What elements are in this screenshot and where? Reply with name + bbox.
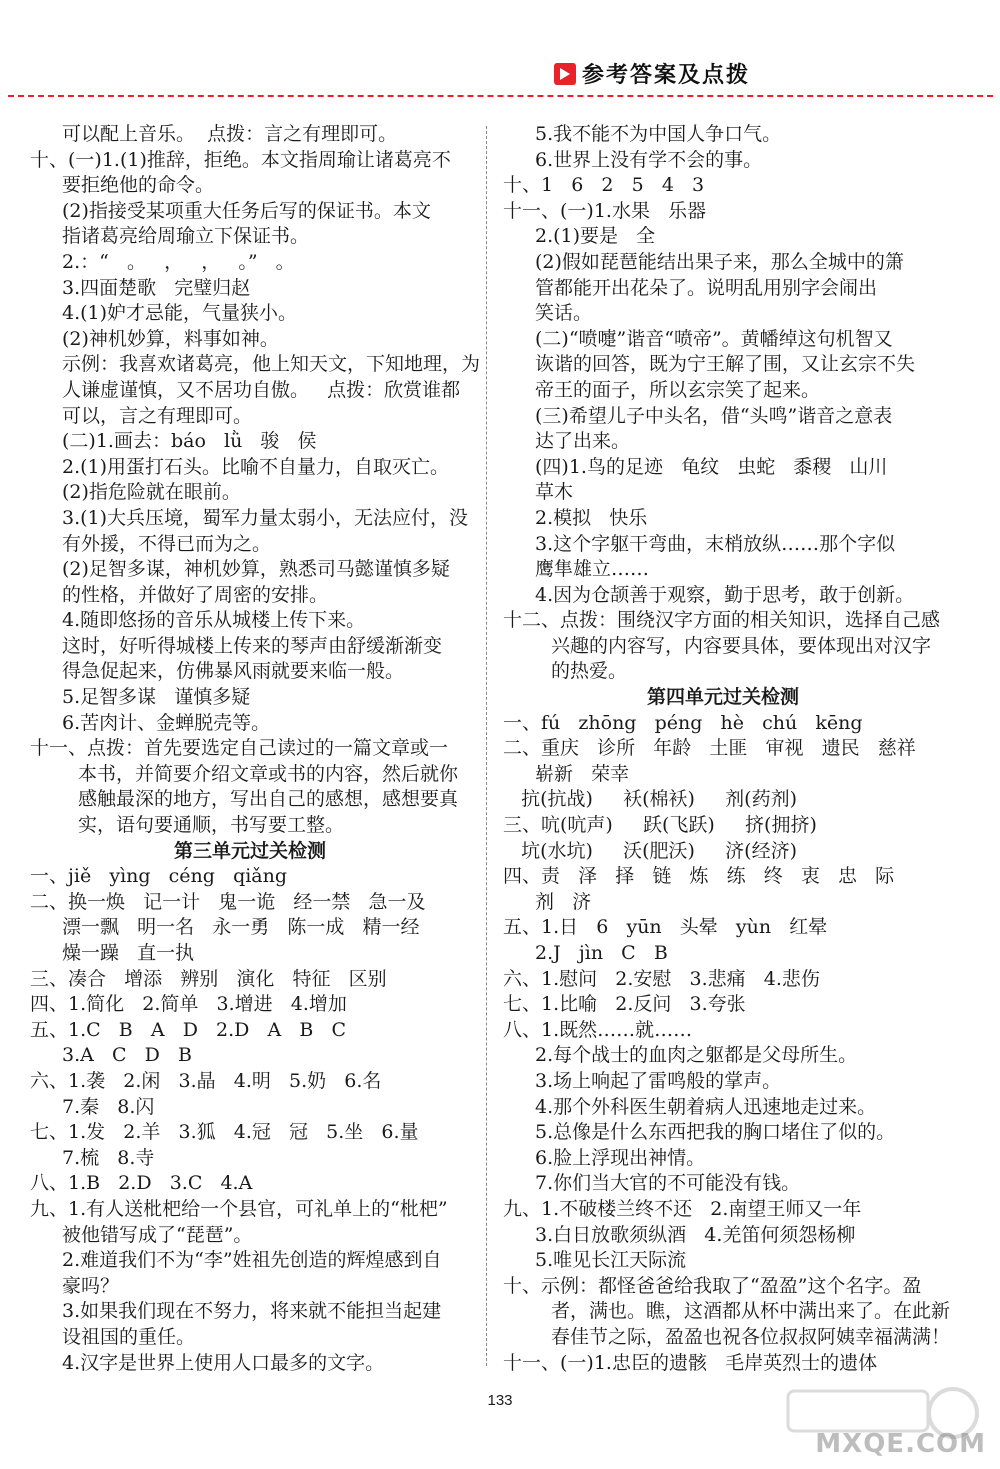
page-number: 133	[487, 1392, 513, 1409]
answer-line: 示例：我喜欢诸葛亮，他上知天文，下知地理，为	[62, 353, 481, 376]
answer-line: 三、吭(吭声) 跃(飞跃) 挤(拥挤)	[503, 814, 817, 837]
answer-line: 2.难道我们不为“李”姓祖先创造的辉煌感到自	[62, 1249, 442, 1272]
header-title: 参考答案及点拨	[581, 63, 750, 88]
answer-line: 十一、(一)1.水果 乐器	[503, 199, 707, 222]
left-column	[30, 122, 481, 1376]
answer-line: 得急促起来，仿佛暴风雨就要来临一般。	[62, 660, 405, 683]
answer-line: 八、1.既然……就……	[503, 1018, 693, 1041]
answer-line: 5.足智多谋 谨慎多疑	[62, 686, 251, 709]
answer-line: 人谦虚谨慎，又不居功自傲。 点拨：欣赏谁都	[62, 378, 461, 401]
answer-line: 2.(1)要是 全	[535, 225, 656, 248]
answer-line: 十、1 6 2 5 4 3	[503, 174, 705, 197]
answer-line: 7.秦 8.闪	[62, 1095, 155, 1118]
answer-line: 的热爱。	[551, 660, 628, 683]
answer-line: 2.每个战士的血肉之躯都是父母所生。	[535, 1044, 858, 1067]
answer-line: 本书，并简要介绍文章或书的内容，然后就你	[78, 762, 459, 785]
answer-line: 6.苦肉计、金蝉脱壳等。	[62, 711, 271, 734]
answer-line: 十二、点拨：围绕汉字方面的相关知识，选择自己感	[503, 609, 941, 632]
answer-line: 可以，言之有理即可。	[62, 404, 253, 427]
answer-line: 九、1.不破楼兰终不还 2.南望王师又一年	[503, 1197, 862, 1220]
answer-line: 指诸葛亮给周瑜立下保证书。	[62, 225, 310, 248]
answer-line: 二、重庆 诊所 年龄 土匪 审视 遗民 慈祥	[503, 737, 916, 760]
section-title: 第三单元过关检测	[173, 839, 326, 862]
answer-line: 4.随即悠扬的音乐从城楼上传下来。	[62, 609, 366, 632]
answer-line: 九、1.有人送枇杷给一个县官，可礼单上的“枇杷”	[30, 1197, 448, 1220]
answer-line: 春佳节之际，盈盈也祝各位叔叔阿姨幸福满满！	[551, 1325, 951, 1348]
answer-line: 四、责 泽 择 链 炼 练 终 衷 忠 际	[503, 865, 895, 888]
answer-line: 六、1.慰问 2.安慰 3.悲痛 4.悲伤	[503, 967, 820, 990]
answer-line: 这时，好听得城楼上传来的琴声由舒缓渐渐变	[62, 634, 443, 657]
answer-line: 3.(1)大兵压境，蜀军力量太弱小，无法应付，没	[62, 506, 469, 529]
answer-line: 崭新 荣幸	[535, 762, 630, 785]
answer-line: 设祖国的重任。	[62, 1325, 196, 1348]
answer-line: 3.白日放歌须纵酒 4.羌笛何须怨杨柳	[535, 1223, 856, 1246]
answer-line: 十、示例：都怪爸爸给我取了“盈盈”这个名字。盈	[503, 1274, 922, 1297]
answer-line: 漂一飘 明一名 永一勇 陈一成 精一经	[62, 916, 420, 939]
answer-line: 要拒绝他的命令。	[62, 174, 215, 197]
answer-line: (2)神机妙算，料事如神。	[62, 327, 279, 350]
answer-line: 4.汉字是世界上使用人口最多的文字。	[62, 1351, 385, 1374]
answer-line: 八、1.B 2.D 3.C 4.A	[30, 1172, 253, 1195]
answer-line: 5.唯见长江天际流	[535, 1249, 687, 1272]
answer-line: 六、1.袭 2.闲 3.晶 4.明 5.奶 6.名	[30, 1069, 382, 1092]
answer-line: 感触最深的地方，写出自己的感想，感想要真	[78, 788, 459, 811]
answer-line: 5.总像是什么东西把我的胸口堵住了似的。	[535, 1121, 896, 1144]
answer-line: 有外援，不得已而为之。	[62, 532, 272, 555]
answer-line: 燥一躁 直一执	[62, 942, 195, 964]
answer-line: 七、1.比喻 2.反问 3.夸张	[503, 993, 746, 1016]
answer-line: 十、(一)1.(1)推辞，拒绝。本文指周瑜让诸葛亮不	[30, 148, 451, 171]
answer-line: 三、凑合 增添 辨别 演化 特征 区别	[30, 967, 387, 990]
watermark-text: MXQE.COM	[815, 1429, 986, 1459]
answer-line: 6.脸上浮现出神情。	[535, 1146, 706, 1169]
answer-line: 草木	[535, 481, 574, 504]
answer-line: 2.(1)用蛋打石头。比喻不自量力，自取灭亡。	[62, 455, 450, 478]
answer-line: 的性格，并做好了周密的安排。	[62, 583, 329, 606]
answer-line: 笑话。	[535, 302, 593, 325]
answer-line: 者，满也。瞧，这酒都从杯中满出来了。在此新	[551, 1300, 951, 1323]
right-column	[503, 122, 951, 1376]
answer-line: 7.你们当大官的不可能没有钱。	[535, 1172, 801, 1195]
answer-line: 4.那个外科医生朝着病人迅速地走过来。	[535, 1095, 877, 1118]
column-divider	[486, 126, 487, 1366]
answer-line: 坑(水坑) 沃(肥沃) 济(经济)	[503, 839, 797, 862]
answer-line: 被他错写成了“琵琶”。	[62, 1223, 253, 1246]
answer-line: (2)指危险就在眼前。	[62, 481, 241, 504]
arrow-icon	[554, 63, 576, 85]
answer-line: 七、1.发 2.羊 3.狐 4.冠 冠 5.坐 6.量	[30, 1121, 419, 1144]
answer-line: 一、fú zhōng péng hè chú kēng	[503, 711, 863, 734]
answer-line: 达了出来。	[535, 430, 631, 453]
answer-line: 5.我不能不为中国人争口气。	[535, 123, 782, 145]
answer-line: 抗(抗战) 袄(棉袄) 剂(药剂)	[503, 788, 797, 811]
answer-line: (2)足智多谋，神机妙算，熟悉司马懿谨慎多疑	[62, 558, 450, 581]
answer-line: 诙谐的回答，既为宁王解了围，又让玄宗不失	[535, 353, 916, 376]
answer-line: 2.模拟 快乐	[535, 506, 648, 529]
header-divider	[8, 95, 993, 97]
answer-line: 四、1.简化 2.简单 3.增进 4.增加	[30, 993, 347, 1016]
answer-line: 鹰隼雄立……	[535, 558, 650, 581]
page-header	[554, 58, 750, 89]
answer-line: 剂 济	[535, 890, 592, 913]
answer-line: 3.四面楚歌 完璧归赵	[62, 276, 251, 299]
answer-line: 3.如果我们现在不努力，将来就不能担当起建	[62, 1300, 442, 1323]
answer-line: (四)1.鸟的足迹 龟纹 虫蛇 黍稷 山川	[535, 455, 888, 478]
section-title: 第四单元过关检测	[646, 686, 799, 709]
answer-line: 一、jiě yìng céng qiǎng	[30, 865, 288, 888]
answer-line: 3.这个字躯干弯曲，末梢放纵……那个字似	[535, 532, 896, 555]
answer-line: 6.世界上没有学不会的事。	[535, 148, 763, 171]
answer-line: 豪吗？	[62, 1274, 120, 1297]
answer-line: 实，语句要通顺，书写要工整。	[78, 814, 345, 837]
answer-line: 十一、点拨：首先要选定自己读过的一篇文章或一	[30, 737, 449, 760]
answer-line: 7.梳 8.寺	[62, 1146, 155, 1169]
answer-line: (2)指接受某项重大任务后写的保证书。本文	[62, 199, 431, 222]
answer-line: 帝王的面子，所以玄宗笑了起来。	[535, 378, 821, 401]
answer-line: 兴趣的内容写，内容要具体，要体现出对汉字	[551, 634, 932, 657]
answer-line: 4.因为仓颉善于观察，勤于思考，敢于创新。	[535, 583, 915, 606]
answer-line: 可以配上音乐。 点拨：言之有理即可。	[62, 123, 398, 145]
answer-line: 4.(1)妒才忌能，气量狭小。	[62, 302, 298, 325]
answer-line: (二)“喷嚏”谐音“喷帝”。黄幡绰这句机智又	[535, 327, 893, 350]
answer-line: (2)假如琵琶能结出果子来，那么全城中的箫	[535, 250, 904, 273]
answer-line: 五、1.C B A D 2.D A B C	[30, 1018, 346, 1041]
answer-line: 2.J jìn C B	[535, 942, 668, 964]
answer-line: 3.A C D B	[62, 1044, 192, 1067]
answer-line: 3.场上响起了雷鸣般的掌声。	[535, 1069, 782, 1092]
answer-line: 管都能开出花朵了。说明乱用别字会闹出	[535, 276, 878, 299]
answer-line: (二)1.画去：báo lǜ 骏 侯	[62, 430, 317, 453]
answer-line: 五、1.日 6 yūn 头晕 yùn 红晕	[503, 916, 828, 939]
answer-line: 2.：“ 。 ， ， 。” 。	[62, 250, 295, 273]
answer-line: 二、换一焕 记一计 鬼一诡 经一禁 急一及	[30, 890, 426, 913]
answer-line: 十一、(一)1.忠臣的遗骸 毛岸英烈士的遗体	[503, 1351, 878, 1374]
answer-line: (三)希望儿子中头名，借“头鸣”谐音之意表	[535, 404, 893, 427]
